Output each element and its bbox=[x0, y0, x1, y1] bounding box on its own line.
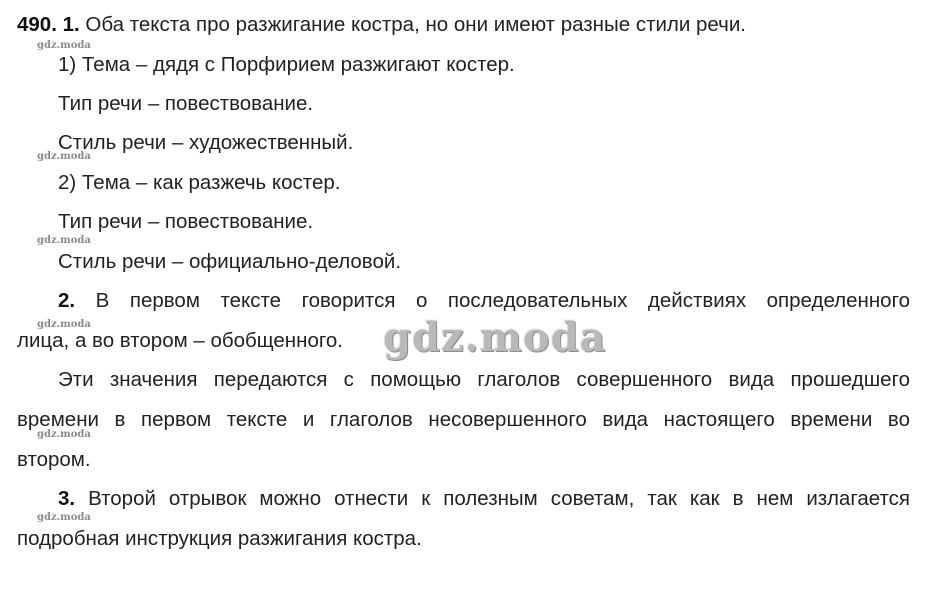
watermark-small: gdz.moda bbox=[37, 235, 91, 246]
text2-style: Стиль речи – официально-деловой. bbox=[58, 250, 402, 273]
part2-line2: лица, а во втором – обобщенного. bbox=[17, 329, 343, 352]
watermark-small: gdz.moda bbox=[37, 151, 91, 162]
part1-intro: Оба текста про разжигание костра, но они имеют разные стили речи. bbox=[85, 13, 746, 36]
part3-line2: подробная инструкция разжигания костра. bbox=[17, 527, 422, 550]
part3-line1 bbox=[58, 487, 910, 511]
watermark-small: gdz.moda bbox=[37, 512, 91, 523]
text2-type: Тип речи – повествование. bbox=[58, 210, 314, 233]
watermark-small: gdz.moda bbox=[37, 319, 91, 330]
text2-theme: 2) Тема – как разжечь костер. bbox=[58, 171, 341, 194]
text1-theme: 1) Тема – дядя с Порфирием разжигают костер. bbox=[58, 53, 515, 76]
watermark-small: gdz.moda bbox=[37, 429, 91, 440]
task-number: 490. bbox=[17, 13, 57, 36]
part2-marker: 2. bbox=[58, 289, 76, 312]
task-header-line bbox=[17, 13, 746, 37]
watermark-large: gdz.moda bbox=[383, 314, 607, 361]
part2-line1-text: В первом тексте говорится о последовательных действиях определенного bbox=[95, 289, 910, 312]
watermark-small: gdz.moda bbox=[37, 40, 91, 51]
text1-style: Стиль речи – художественный. bbox=[58, 131, 354, 154]
part2-line4: времени в первом тексте и глаголов несовершенного вида настоящего времени во bbox=[17, 408, 910, 431]
part2-line3: Эти значения передаются с помощью глаголов совершенного вида прошедшего bbox=[58, 368, 910, 391]
part3-line1-text: Второй отрывок можно отнести к полезным советам, так как в нем излагается bbox=[88, 487, 910, 510]
part2-line1 bbox=[58, 289, 910, 313]
part3-marker: 3. bbox=[58, 487, 76, 510]
part2-line5: втором. bbox=[17, 448, 91, 471]
part1-marker: 1. bbox=[62, 13, 80, 36]
text1-type: Тип речи – повествование. bbox=[58, 92, 314, 115]
